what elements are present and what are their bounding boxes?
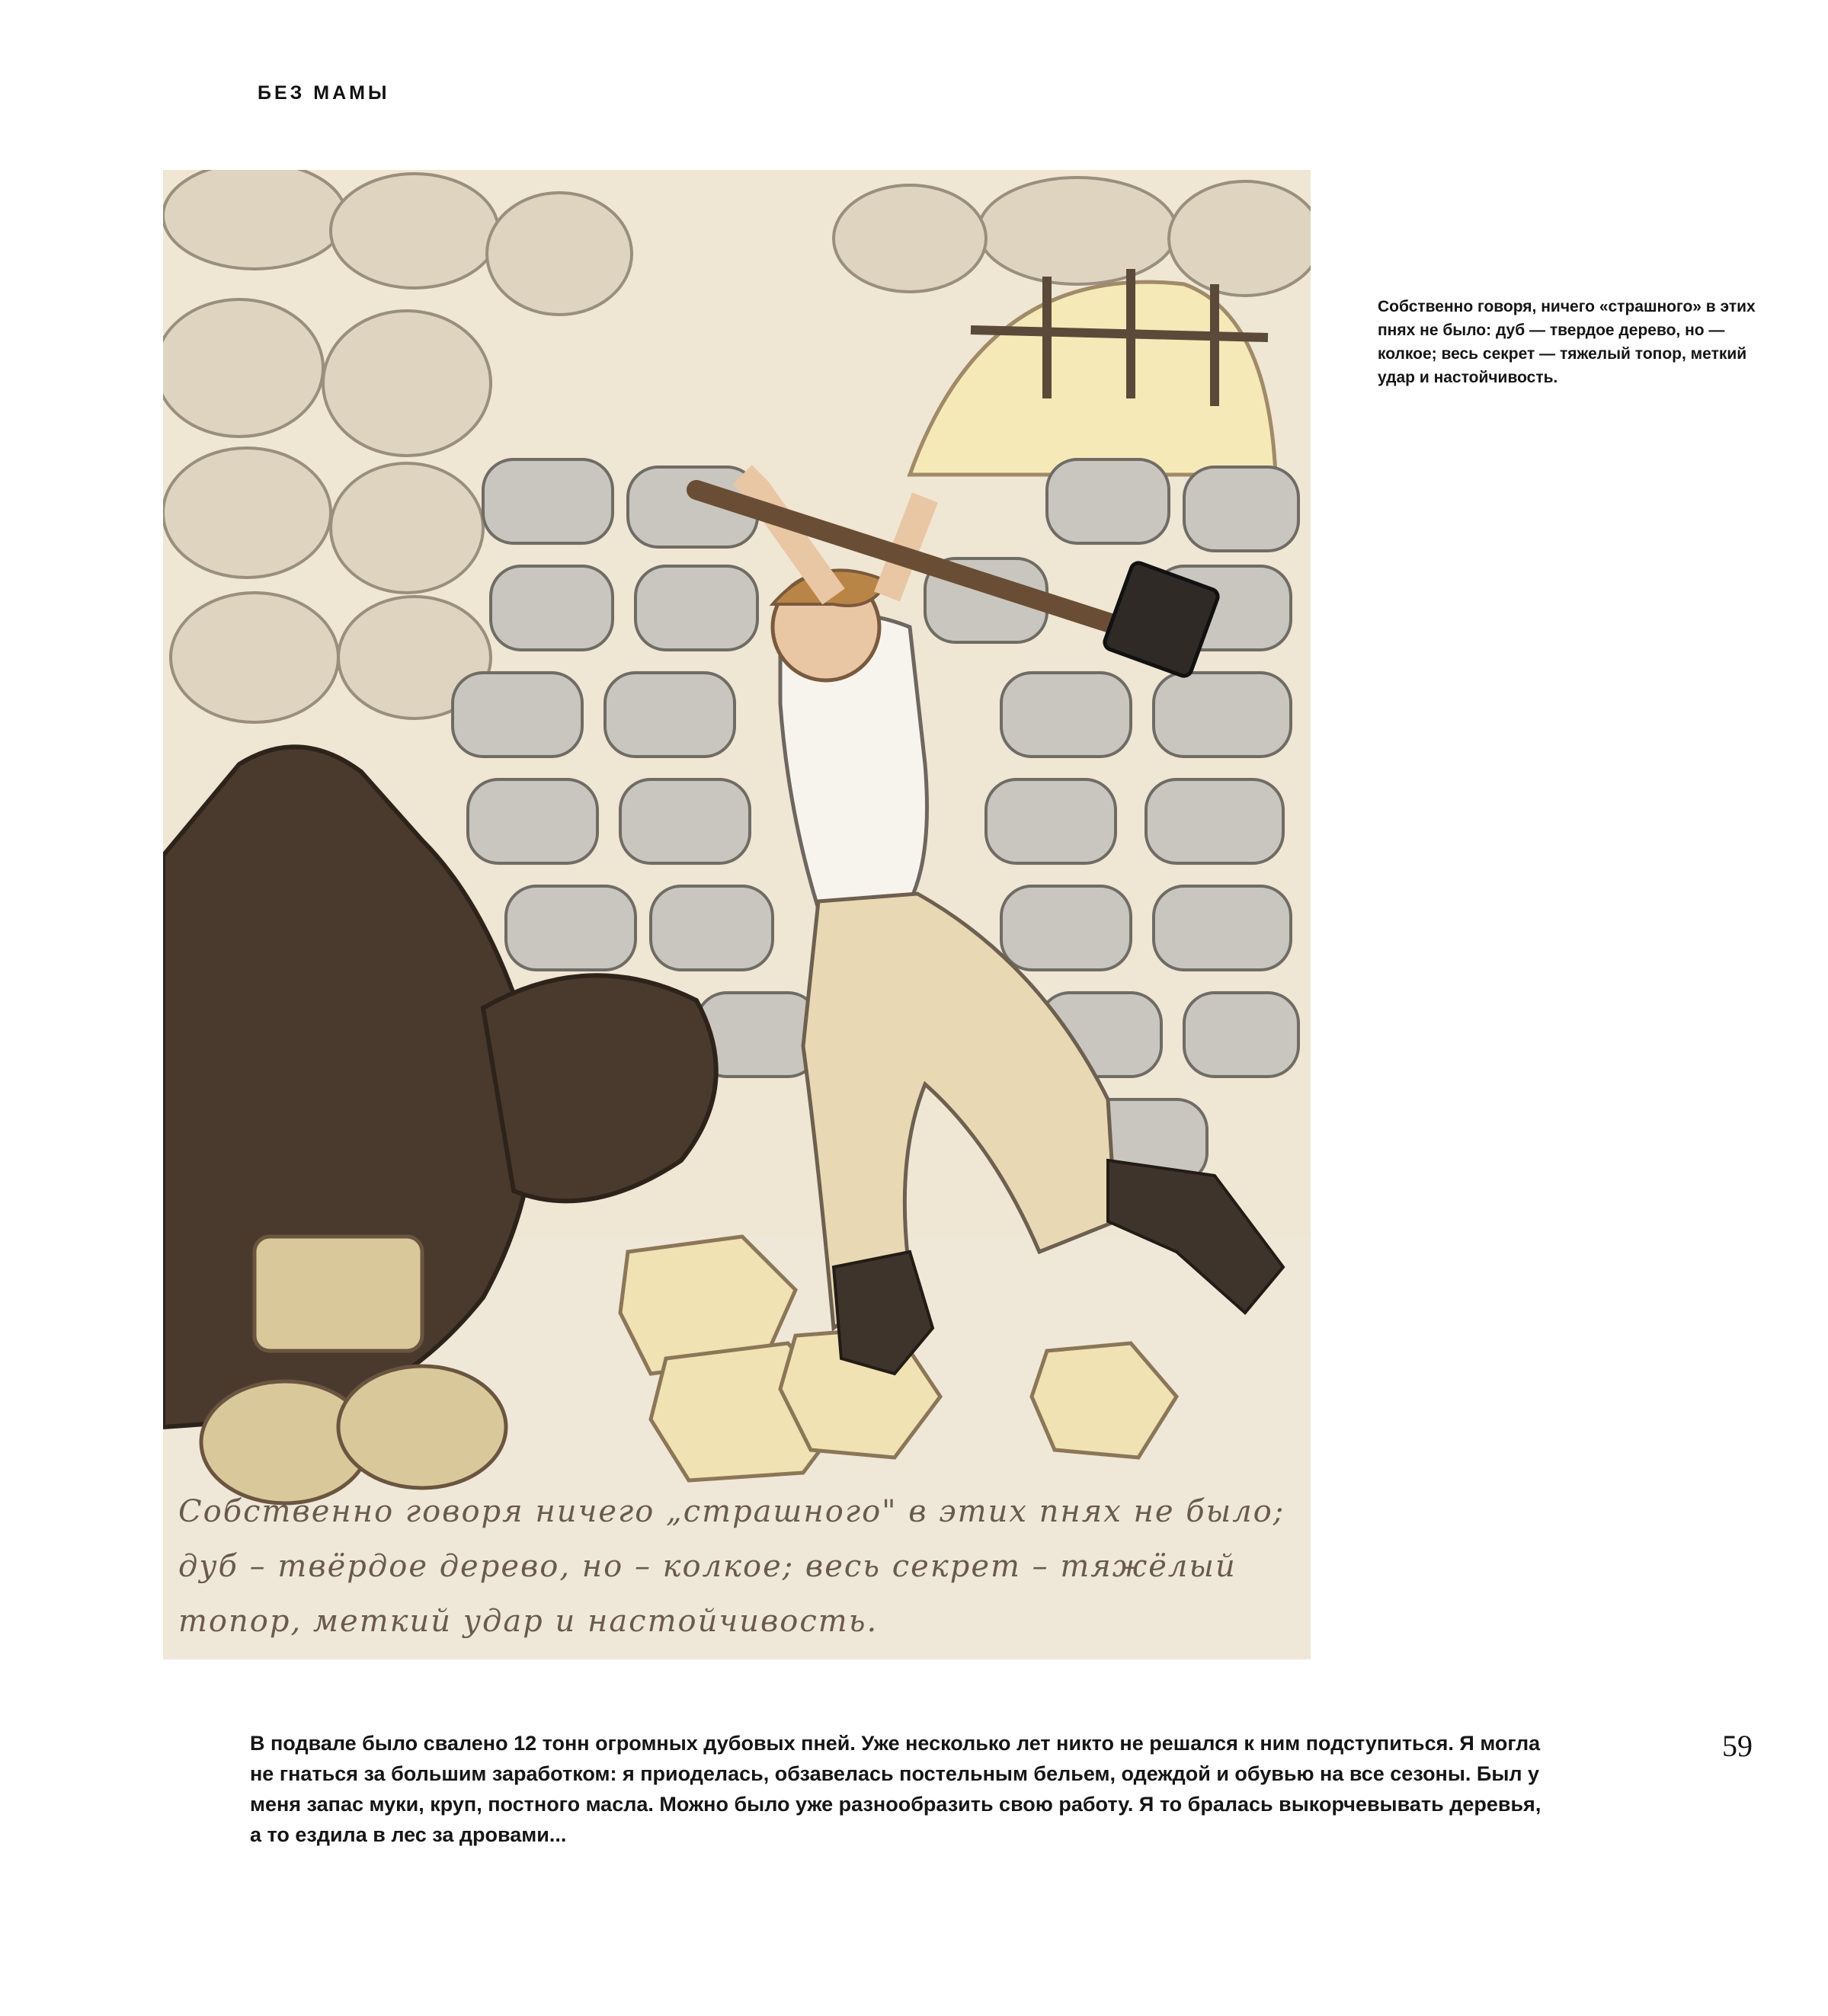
illustration-man-chopping-stumps	[163, 170, 1311, 1659]
running-header: БЕЗ МАМЫ	[258, 82, 390, 104]
illustration-drawing	[163, 170, 1311, 1659]
handwritten-caption: Собственно говоря ничего „страшного" в этих пнях не было; дуб – твёрдое дерево, но – колкое; весь секрет – тяжёлый топор, меткий удар и настойчивость.	[178, 1494, 1285, 1639]
page-number: 59	[1722, 1729, 1753, 1763]
body-paragraph: В подвале было свалено 12 тонн огромных дубовых пней. Уже несколько лет никто не решался к ним подступиться. Я могла не гнаться за большим заработком: я приоделась, обзавелась постельным бельем, одеждой и обувью на все сезоны. Был у меня запас муки, круп, постного масла. Можно было уже разнообразить свою работу. Я то бралась выкорчевывать деревья, а то ездила в лес за дровами...	[250, 1732, 1541, 1846]
side-caption: Собственно говоря, ничего «страшного» в этих пнях не было: дуб — твердое дерево, но — колкое; весь секрет — тяжелый топор, меткий удар и настойчивость.	[1378, 298, 1756, 386]
